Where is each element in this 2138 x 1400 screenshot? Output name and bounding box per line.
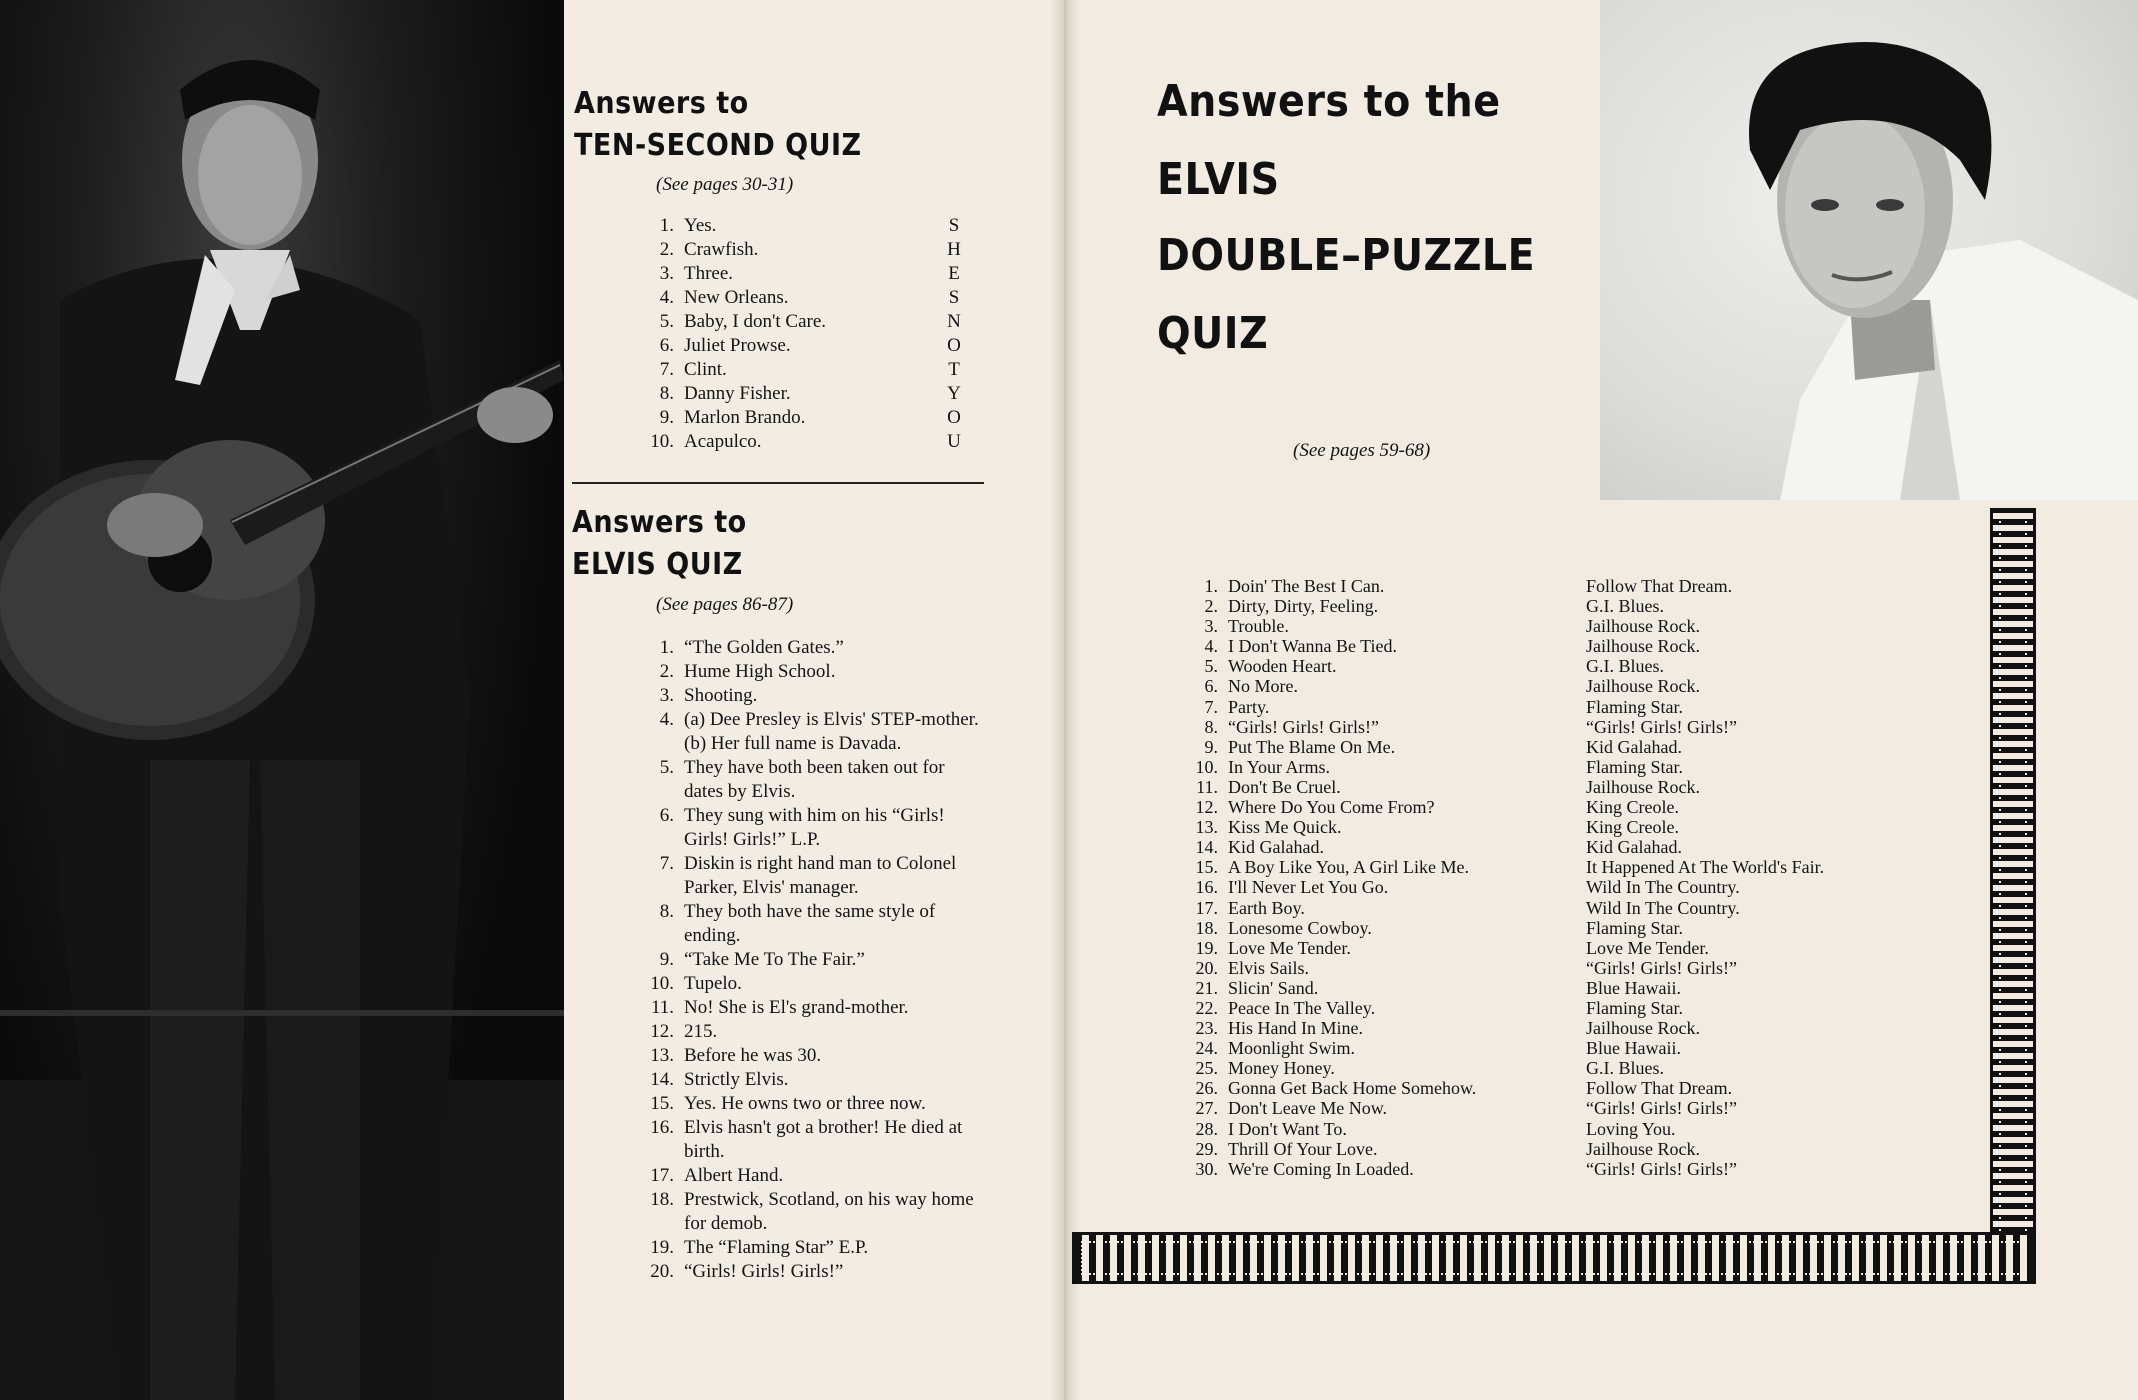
quiz-answer <box>640 1116 986 1164</box>
item-number: 11. <box>1196 776 1218 797</box>
double-puzzle-heading-line3: DOUBLE–PUZZLE <box>1157 230 1536 281</box>
item-number: 10. <box>650 431 674 452</box>
page-gutter <box>1050 0 1080 1400</box>
film-answer: G.I. Blues. <box>1586 656 1664 677</box>
item-number: 13. <box>650 1045 674 1066</box>
item-text: Where Do You Come From? <box>1228 797 1435 818</box>
item-text: Strictly Elvis. <box>684 1069 789 1090</box>
item-text: Acapulco. <box>684 431 762 452</box>
item-text: Love Me Tender. <box>1228 937 1351 958</box>
ten-second-quiz-hidden-word <box>944 214 964 454</box>
item-text: Crawfish. <box>684 239 759 260</box>
quiz-answer <box>640 636 986 660</box>
item-number: 21. <box>1195 977 1218 998</box>
item-number: 19. <box>1195 937 1218 958</box>
section-divider <box>572 482 984 484</box>
item-number: 16. <box>1195 877 1218 898</box>
item-text: We're Coming In Loaded. <box>1228 1158 1414 1179</box>
film-answer: Flaming Star. <box>1586 696 1684 717</box>
song-answer <box>1188 576 1476 596</box>
item-number: 15. <box>650 1093 674 1114</box>
quiz-answer <box>640 1068 986 1092</box>
song-answer <box>1188 1078 1476 1098</box>
item-number: 14. <box>1195 837 1218 858</box>
item-number: 17. <box>1195 897 1218 918</box>
film-answer: Jailhouse Rock. <box>1586 776 1700 797</box>
item-text: Hume High School. <box>684 661 836 682</box>
quiz-answer <box>640 852 986 900</box>
item-number: 20. <box>650 1261 674 1282</box>
quiz-answer <box>640 286 940 310</box>
quiz-answer <box>640 406 940 430</box>
item-text: Diskin is right hand man to Colonel Parker, Elvis' manager. <box>684 853 957 898</box>
film-answer: Jailhouse Rock. <box>1586 1138 1700 1159</box>
item-number: 5. <box>659 311 674 332</box>
item-text: No! She is El's grand-mother. <box>684 997 909 1018</box>
quiz-answer <box>640 430 940 454</box>
item-number: 3. <box>659 263 674 284</box>
item-text: Elvis hasn't got a brother! He died at birth. <box>684 1117 963 1162</box>
item-number: 26. <box>1195 1078 1218 1099</box>
quiz-answer <box>640 1020 986 1044</box>
item-number: 1. <box>659 637 674 658</box>
item-number: 19. <box>650 1237 674 1258</box>
item-number: 3. <box>659 685 674 706</box>
song-answer <box>1188 636 1476 656</box>
item-text: “Girls! Girls! Girls!” <box>1228 716 1379 737</box>
item-number: 2. <box>659 661 674 682</box>
hidden-letter: O <box>947 407 961 428</box>
song-answer <box>1188 1018 1476 1038</box>
ten-second-quiz-see-pages: (See pages 30-31) <box>656 174 794 195</box>
item-number: 4. <box>659 287 674 308</box>
item-number: 17. <box>650 1165 674 1186</box>
film-answer: Flaming Star. <box>1586 756 1684 777</box>
film-answer: King Creole. <box>1586 817 1679 838</box>
item-text: Kiss Me Quick. <box>1228 817 1342 838</box>
double-puzzle-see-pages: (See pages 59-68) <box>1293 440 1431 461</box>
item-text: Dirty, Dirty, Feeling. <box>1228 596 1379 617</box>
item-number: 20. <box>1195 957 1218 978</box>
ten-second-quiz-answers <box>640 214 940 454</box>
song-answer <box>1188 918 1476 938</box>
film-answer: Follow That Dream. <box>1586 576 1733 596</box>
hidden-letter: E <box>948 263 960 284</box>
item-number: 9. <box>659 949 674 970</box>
item-text: Kid Galahad. <box>1228 837 1324 858</box>
decorative-border-horizontal <box>1072 1232 2036 1284</box>
item-text: 215. <box>684 1021 718 1042</box>
item-text: Baby, I don't Care. <box>684 311 827 332</box>
item-text: They sung with him on his “Girls! Girls! Girls!” L.P. <box>684 805 945 850</box>
item-text: Money Honey. <box>1228 1058 1335 1079</box>
song-answer <box>1188 978 1476 998</box>
film-answer: Wild In The Country. <box>1586 877 1740 898</box>
film-answer: Jailhouse Rock. <box>1586 616 1700 637</box>
item-text: Yes. He owns two or three now. <box>684 1093 926 1114</box>
item-number: 27. <box>1195 1098 1218 1119</box>
item-number: 8. <box>1204 716 1218 737</box>
quiz-answer <box>640 804 986 852</box>
song-answer <box>1188 1139 1476 1159</box>
double-puzzle-heading-line2: ELVIS <box>1157 154 1280 205</box>
item-number: 4. <box>659 709 674 730</box>
elvis-portrait-illustration <box>1600 0 2138 500</box>
quiz-answer <box>640 900 986 948</box>
film-answer: Kid Galahad. <box>1586 736 1682 757</box>
hidden-letter: Y <box>947 383 961 404</box>
item-text: The “Flaming Star” E.P. <box>684 1237 869 1258</box>
item-text: His Hand In Mine. <box>1228 1018 1363 1039</box>
film-answer: Jailhouse Rock. <box>1586 1018 1700 1039</box>
song-answer <box>1188 717 1476 737</box>
item-text: They have both been taken out for dates by Elvis. <box>684 757 945 802</box>
quiz-answer <box>640 948 986 972</box>
item-number: 9. <box>1204 736 1218 757</box>
ten-second-quiz-heading-line2: TEN-SECOND QUIZ <box>574 128 862 163</box>
item-number: 23. <box>1195 1018 1218 1039</box>
decorative-border-vertical <box>1990 508 2036 1284</box>
song-answer <box>1188 958 1476 978</box>
song-answer <box>1188 857 1476 877</box>
item-number: 7. <box>659 853 674 874</box>
item-number: 12. <box>1195 797 1218 818</box>
item-text: Don't Be Cruel. <box>1228 776 1341 797</box>
film-answer: Blue Hawaii. <box>1586 1038 1681 1059</box>
item-number: 22. <box>1195 997 1218 1018</box>
song-answer <box>1188 656 1476 676</box>
item-text: “Girls! Girls! Girls!” <box>684 1261 844 1282</box>
item-text: Yes. <box>684 215 717 236</box>
elvis-guitar-photo <box>0 0 564 1400</box>
song-answer <box>1188 596 1476 616</box>
item-number: 24. <box>1195 1038 1218 1059</box>
hidden-letter: U <box>947 431 961 452</box>
item-text: Wooden Heart. <box>1228 656 1337 677</box>
item-number: 8. <box>659 383 674 404</box>
item-number: 9. <box>659 407 674 428</box>
item-text: Earth Boy. <box>1228 897 1305 918</box>
song-answer <box>1188 676 1476 696</box>
film-answer: “Girls! Girls! Girls!” <box>1586 957 1737 978</box>
quiz-answer <box>640 972 986 996</box>
item-text: Elvis Sails. <box>1228 957 1310 978</box>
quiz-answer <box>640 238 940 262</box>
song-answer <box>1188 1038 1476 1058</box>
film-answer: Follow That Dream. <box>1586 1078 1733 1099</box>
item-number: 16. <box>650 1117 674 1138</box>
song-answer <box>1188 817 1476 837</box>
film-answer: G.I. Blues. <box>1586 1058 1664 1079</box>
item-text: In Your Arms. <box>1228 756 1331 777</box>
item-number: 1. <box>1204 576 1218 596</box>
film-answer: Flaming Star. <box>1586 917 1684 938</box>
quiz-answer <box>640 358 940 382</box>
song-answer <box>1188 1159 1476 1179</box>
hidden-letter: O <box>947 335 961 356</box>
quiz-answer <box>640 310 940 334</box>
song-answer <box>1188 837 1476 857</box>
hidden-letter: N <box>947 311 961 332</box>
quiz-answer <box>640 1236 986 1260</box>
quiz-answer <box>640 1164 986 1188</box>
item-number: 5. <box>659 757 674 778</box>
song-answer <box>1188 898 1476 918</box>
item-text: Party. <box>1228 696 1270 717</box>
double-puzzle-heading-line4: QUIZ <box>1157 308 1269 359</box>
item-number: 6. <box>659 335 674 356</box>
item-number: 4. <box>1204 636 1218 657</box>
film-answer: Jailhouse Rock. <box>1586 676 1700 697</box>
item-number: 8. <box>659 901 674 922</box>
hidden-letter: S <box>948 287 960 308</box>
item-text: Slicin' Sand. <box>1228 977 1319 998</box>
elvis-quiz-see-pages: (See pages 86-87) <box>656 594 794 615</box>
item-text: Before he was 30. <box>684 1045 822 1066</box>
film-answer: Jailhouse Rock. <box>1586 636 1700 657</box>
item-number: 6. <box>1204 676 1218 697</box>
item-text: Thrill Of Your Love. <box>1228 1138 1378 1159</box>
item-text: Marlon Brando. <box>684 407 806 428</box>
quiz-answer <box>640 382 940 406</box>
film-answer: “Girls! Girls! Girls!” <box>1586 716 1737 737</box>
song-answer <box>1188 877 1476 897</box>
item-text: Albert Hand. <box>684 1165 784 1186</box>
quiz-answer <box>640 1260 986 1284</box>
item-text: Peace In The Valley. <box>1228 997 1376 1018</box>
item-number: 25. <box>1195 1058 1218 1079</box>
item-text: No More. <box>1228 676 1298 697</box>
double-puzzle-heading-line1: Answers to the <box>1157 76 1501 127</box>
double-puzzle-songs <box>1188 576 1476 1179</box>
film-answer: G.I. Blues. <box>1586 596 1664 617</box>
item-text: Shooting. <box>684 685 758 706</box>
item-number: 29. <box>1195 1138 1218 1159</box>
song-answer <box>1188 938 1476 958</box>
item-number: 1. <box>659 215 674 236</box>
film-answer: Kid Galahad. <box>1586 837 1682 858</box>
song-answer <box>1188 797 1476 817</box>
quiz-answer <box>640 334 940 358</box>
double-puzzle-films <box>1586 576 1824 1179</box>
item-number: 18. <box>1195 917 1218 938</box>
item-number: 15. <box>1195 857 1218 878</box>
item-text: Moonlight Swim. <box>1228 1038 1356 1059</box>
item-number: 28. <box>1195 1118 1218 1139</box>
item-number: 11. <box>650 997 674 1018</box>
item-text: Put The Blame On Me. <box>1228 736 1396 757</box>
quiz-answer <box>640 756 986 804</box>
song-answer <box>1188 757 1476 777</box>
film-answer: Love Me Tender. <box>1586 937 1709 958</box>
quiz-answer <box>640 996 986 1020</box>
film-answer: Blue Hawaii. <box>1586 977 1681 998</box>
item-number: 5. <box>1204 656 1218 677</box>
song-answer <box>1188 737 1476 757</box>
song-answer <box>1188 777 1476 797</box>
song-answer <box>1188 697 1476 717</box>
item-text: “Take Me To The Fair.” <box>684 949 865 970</box>
hidden-letter: H <box>947 239 961 260</box>
item-text: I Don't Wanna Be Tied. <box>1228 636 1397 657</box>
song-answer <box>1188 1119 1476 1139</box>
item-text: I Don't Want To. <box>1228 1118 1347 1139</box>
quiz-answer <box>640 262 940 286</box>
item-number: 7. <box>659 359 674 380</box>
item-text: (a) Dee Presley is Elvis' STEP-mother. (b) Her full name is Davada. <box>684 709 979 754</box>
film-answer: Wild In The Country. <box>1586 897 1740 918</box>
quiz-answer <box>640 1188 986 1236</box>
film-answer: Loving You. <box>1586 1118 1676 1139</box>
item-text: Gonna Get Back Home Somehow. <box>1228 1078 1477 1099</box>
item-text: Prestwick, Scotland, on his way home for demob. <box>684 1189 974 1234</box>
item-number: 13. <box>1195 817 1218 838</box>
ten-second-quiz-heading-line1: Answers to <box>574 86 749 121</box>
item-number: 12. <box>650 1021 674 1042</box>
film-answer: “Girls! Girls! Girls!” <box>1586 1158 1737 1179</box>
quiz-answer <box>640 1044 986 1068</box>
film-answer: Flaming Star. <box>1586 997 1684 1018</box>
item-number: 14. <box>650 1069 674 1090</box>
item-text: Don't Leave Me Now. <box>1228 1098 1388 1119</box>
song-answer <box>1188 1098 1476 1118</box>
hidden-letter: S <box>948 215 960 236</box>
item-number: 7. <box>1204 696 1218 717</box>
item-text: Tupelo. <box>684 973 742 994</box>
item-text: A Boy Like You, A Girl Like Me. <box>1228 857 1470 878</box>
elvis-quiz-answers <box>640 636 986 1284</box>
item-number: 10. <box>650 973 674 994</box>
item-number: 18. <box>650 1189 674 1210</box>
film-answer: “Girls! Girls! Girls!” <box>1586 1098 1737 1119</box>
elvis-guitar-illustration <box>0 0 564 1400</box>
item-number: 2. <box>1204 596 1218 617</box>
quiz-answer <box>640 660 986 684</box>
item-text: They both have the same style of ending. <box>684 901 936 946</box>
quiz-answer <box>640 1092 986 1116</box>
quiz-answer <box>640 708 986 756</box>
item-text: Three. <box>684 263 734 284</box>
song-answer <box>1188 998 1476 1018</box>
item-number: 30. <box>1195 1158 1218 1179</box>
film-answer: It Happened At The World's Fair. <box>1586 857 1825 878</box>
quiz-answer <box>640 214 940 238</box>
item-text: Lonesome Cowboy. <box>1228 917 1372 938</box>
song-answer <box>1188 616 1476 636</box>
item-number: 6. <box>659 805 674 826</box>
quiz-answer <box>640 684 986 708</box>
item-text: Clint. <box>684 359 727 380</box>
item-text: New Orleans. <box>684 287 789 308</box>
item-text: “The Golden Gates.” <box>684 637 844 658</box>
song-answer <box>1188 1058 1476 1078</box>
item-number: 10. <box>1195 756 1218 777</box>
item-number: 3. <box>1204 616 1218 637</box>
item-text: Danny Fisher. <box>684 383 791 404</box>
film-answer: King Creole. <box>1586 797 1679 818</box>
hidden-letter: T <box>948 359 960 380</box>
item-number: 2. <box>659 239 674 260</box>
item-text: Doin' The Best I Can. <box>1228 576 1385 596</box>
item-text: Trouble. <box>1228 616 1289 637</box>
item-text: Juliet Prowse. <box>684 335 791 356</box>
elvis-quiz-heading-line2: ELVIS QUIZ <box>572 547 743 582</box>
elvis-quiz-heading-line1: Answers to <box>572 505 747 540</box>
item-text: I'll Never Let You Go. <box>1228 877 1389 898</box>
elvis-portrait-photo <box>1600 0 2138 500</box>
